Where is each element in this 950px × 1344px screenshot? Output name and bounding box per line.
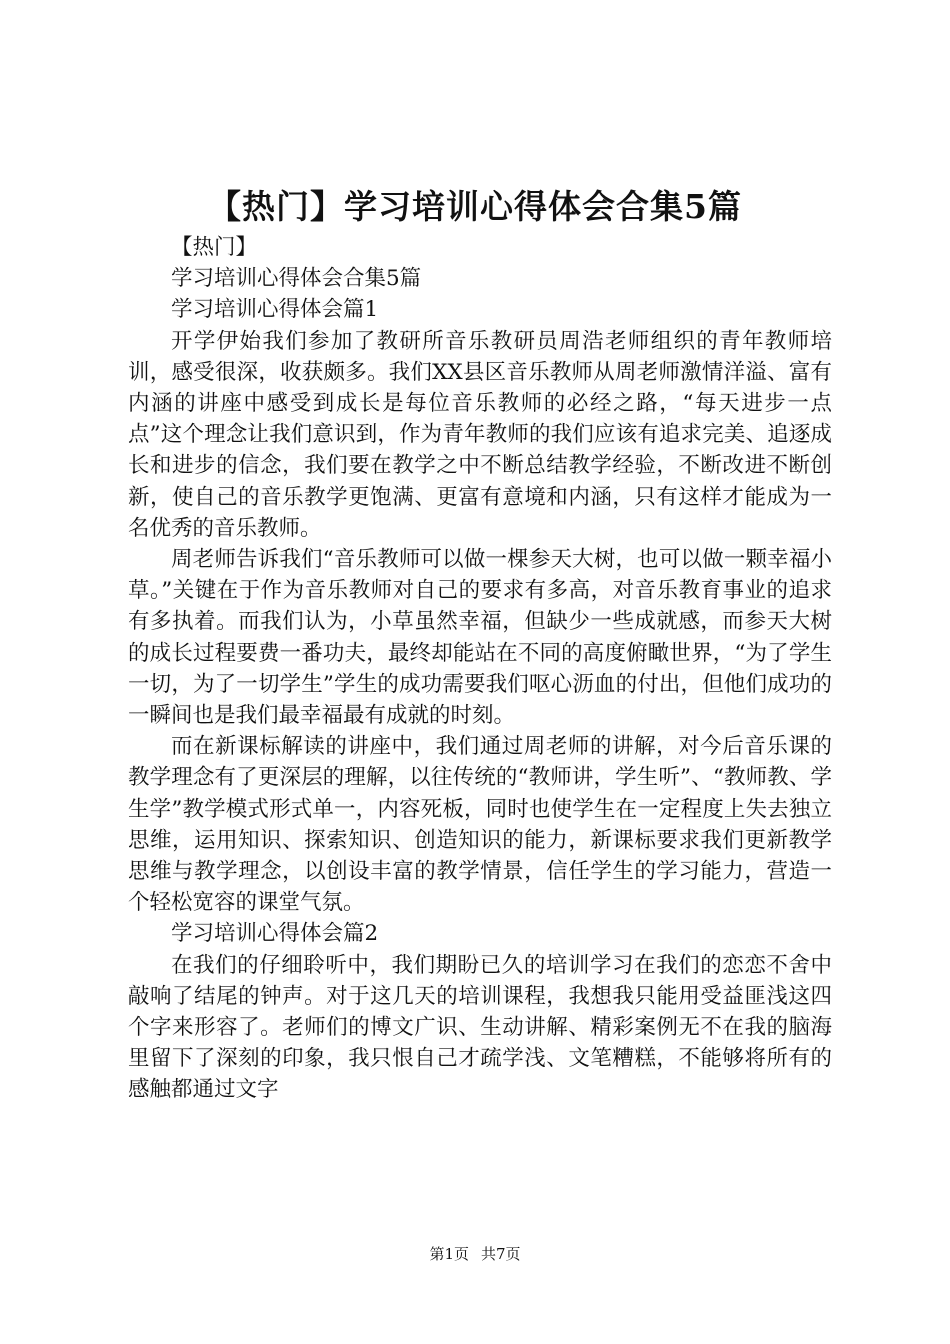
paragraph: 而在新课标解读的讲座中，我们通过周老师的讲解，对今后音乐课的教学理念有了更深层的理解，以往传统的“教师讲，学生听”、“教师教、学生学”教学模式形式单一，内容死板，同时也使学生在一定程度上失去独立思维，运用知识、探索知识、创造知识的能力，新课标要求我们更新教学思维与教学理念，以创设丰富的教学情景，信任学生的学习能力，营造一个轻松宽容的课堂气氛。 [128, 734, 832, 916]
subtitle-line: 学习培训心得体会合集5篇 [171, 266, 422, 292]
section-heading-1: 学习培训心得体会篇1 [171, 297, 379, 323]
paragraph: 周老师告诉我们“音乐教师可以做一棵参天大树，也可以做一颗幸福小草。”关键在于作为音乐教师对自己的要求有多高，对音乐教育事业的追求有多执着。而我们认为，小草虽然幸福，但缺少一些成就感，而参天大树的成长过程要费一番功夫，最终却能站在不同的高度俯瞰世界，“为了学生一切，为了一切学生”学生的成功需要我们呕心沥血的付出，但他们成功的一瞬间也是我们最幸福最有成就的时刻。 [128, 547, 832, 729]
document-body [128, 232, 832, 1106]
document-title: 【热门】学习培训心得体会合集5篇 [208, 187, 742, 226]
page-footer [0, 1243, 950, 1265]
page-total: 共7页 [481, 1245, 521, 1263]
paragraph: 开学伊始我们参加了教研所音乐教研员周浩老师组织的青年教师培训，感受很深，收获颇多。我们XX县区音乐教师从周老师激情洋溢、富有内涵的讲座中感受到成长是每位音乐教师的必经之路，“每天进步一点点”这个理念让我们意识到，作为青年教师的我们应该有追求完美、追逐成长和进步的信念，我们要在教学之中不断总结教学经验，不断改进不断创新，使自己的音乐教学更饱满、更富有意境和内涵，只有这样才能成为一名优秀的音乐教师。 [128, 328, 832, 541]
page-number: 第1页 [429, 1245, 469, 1263]
tag-line: 【热门】 [171, 235, 258, 260]
paragraph: 在我们的仔细聆听中，我们期盼已久的培训学习在我们的恋恋不舍中敲响了结尾的钟声。对于这几天的培训课程，我想我只能用受益匪浅这四个字来形容了。老师们的博文广识、生动讲解、精彩案例无不在我的脑海里留下了深刻的印象，我只恨自己才疏学浅、文笔糟糕，不能够将所有的感触都通过文字 [128, 952, 832, 1103]
section-heading-2: 学习培训心得体会篇2 [171, 921, 379, 947]
